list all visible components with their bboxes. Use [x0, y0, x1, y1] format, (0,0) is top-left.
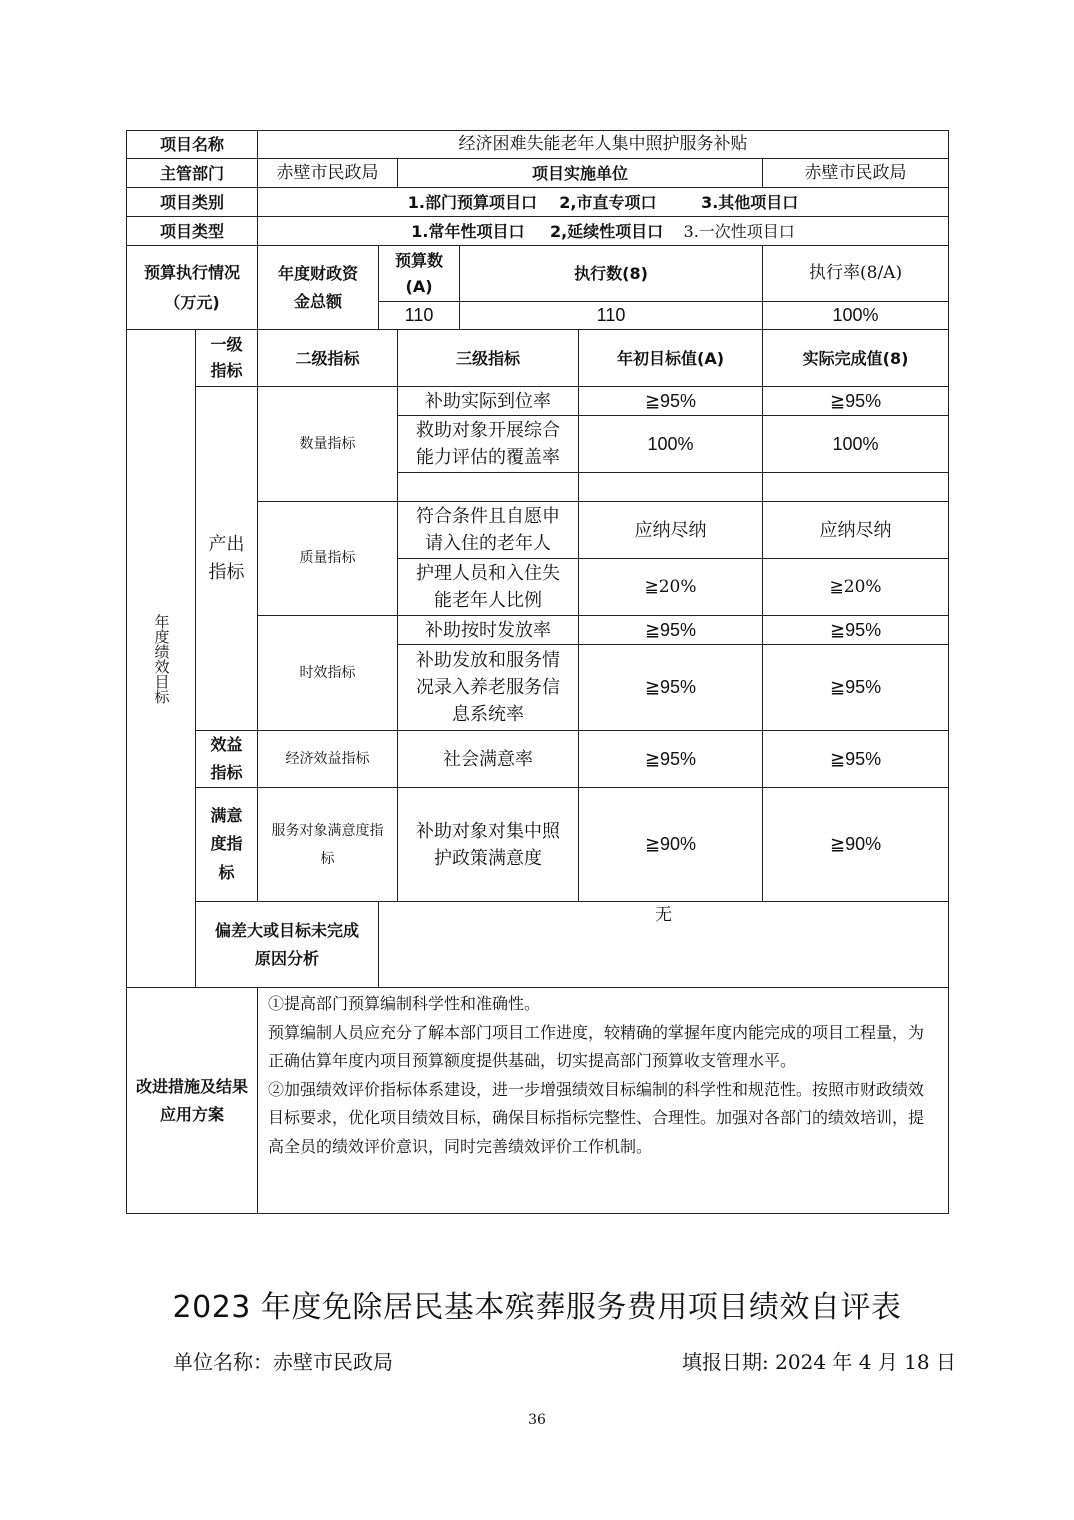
type-opt-1: 1.常年性项目口: [411, 221, 525, 241]
annual-funds-label: 年度财政资金总额: [258, 246, 379, 330]
benefit-indicator-label: 效益指标: [196, 731, 258, 788]
page-number: 36: [528, 1412, 546, 1428]
unit-name: 单位名称：赤壁市民政局: [173, 1350, 393, 1374]
project-name-label: 项目名称: [127, 131, 258, 159]
dept-value: 赤壁市民政局: [258, 159, 398, 188]
indicator-r4-name: 护理人员和入住失能老年人比例: [398, 559, 579, 616]
economic-indicator-label: 经济效益指标: [258, 731, 398, 788]
level1-header: 一级指标: [196, 330, 258, 387]
improvement-p1: ①提高部门预算编制科学性和准确性。: [268, 994, 541, 1013]
budget-value: 110: [379, 302, 460, 330]
quantity-indicator-label: 数量指标: [258, 387, 398, 502]
indicator-r2-actual: 100%: [763, 416, 949, 473]
indicator-r5-actual: ≧95%: [763, 616, 949, 645]
indicator-r7-name: 社会满意率: [398, 731, 579, 788]
indicator-r1-target: ≧95%: [579, 387, 763, 416]
impl-value: 赤壁市民政局: [763, 159, 949, 188]
level2-header: 二级指标: [258, 330, 398, 387]
indicator-r6-name: 补助发放和服务情况录入养老服务信息系统率: [398, 645, 579, 731]
indicator-r2-name: 救助对象开展综合能力评估的覆盖率: [398, 416, 579, 473]
indicator-r1-name: 补助实际到位率: [398, 387, 579, 416]
quality-indicator-label: 质量指标: [258, 502, 398, 616]
project-name-value: 经济困难失能老年人集中照护服务补贴: [258, 131, 949, 159]
exec-value: 110: [460, 302, 763, 330]
exec-col-header: 执行数(8): [460, 246, 763, 302]
service-satisfaction-label: 服务对象满意度指标: [258, 788, 398, 902]
target-header: 年初目标值(A): [579, 330, 763, 387]
indicator-r3-actual: 应纳尽纳: [763, 502, 949, 559]
indicator-r6-target: ≧95%: [579, 645, 763, 731]
budget-col-header: 预算数(A): [379, 246, 460, 302]
indicator-r5-target: ≧95%: [579, 616, 763, 645]
budget-label: 预算执行情况（万元): [127, 246, 258, 330]
rate-col-header: 执行率(8/A): [763, 246, 949, 302]
indicator-r3-name: 符合条件且自愿申请入住的老年人: [398, 502, 579, 559]
indicator-r5-name: 补助按时发放率: [398, 616, 579, 645]
type-label: 项目类型: [127, 217, 258, 246]
output-indicator-label: 产出指标: [196, 387, 258, 731]
type-opt-2: 2,延续性项目口: [549, 221, 664, 241]
rate-value: 100%: [763, 302, 949, 330]
empty-cell: [763, 473, 949, 502]
indicator-r3-target: 应纳尽纳: [579, 502, 763, 559]
indicator-r4-actual: ≧20%: [763, 559, 949, 616]
actual-header: 实际完成值(8): [763, 330, 949, 387]
empty-cell: [579, 473, 763, 502]
level3-header: 三级指标: [398, 330, 579, 387]
indicator-r4-target: ≧20%: [579, 559, 763, 616]
indicator-r2-target: 100%: [579, 416, 763, 473]
improvement-label: 改进措施及结果应用方案: [127, 988, 258, 1214]
deviation-value: 无: [379, 902, 949, 988]
indicator-r8-actual: ≧90%: [763, 788, 949, 902]
empty-cell: [398, 473, 579, 502]
annual-goals-label: 年度绩效目标: [127, 330, 196, 988]
indicator-r1-actual: ≧95%: [763, 387, 949, 416]
satisfaction-indicator-label: 满意度指标: [196, 788, 258, 902]
report-date: 填报日期: 2024 年 4 月 18 日: [682, 1350, 956, 1374]
improvement-p3: ②加强绩效评价指标体系建设，进一步增强绩效目标编制的科学性和规范性。按照市财政绩效目标要求，优化项目绩效目标，确保目标指标完整性、合理性。加强对各部门的绩效培训，提高全员的绩效评价意识，同时完善绩效评价工作机制。: [268, 1079, 925, 1156]
category-label: 项目类别: [127, 188, 258, 217]
dept-label: 主管部门: [127, 159, 258, 188]
type-opt-3: 3.一次性项目口: [683, 221, 795, 241]
type-options: [258, 217, 949, 246]
deviation-label: 偏差大或目标未完成原因分析: [196, 902, 379, 988]
indicator-r7-target: ≧95%: [579, 731, 763, 788]
category-options: 1.部门预算项目口 2,市直专项口 3.其他项目口: [258, 188, 949, 217]
indicator-r8-target: ≧90%: [579, 788, 763, 902]
indicator-r7-actual: ≧95%: [763, 731, 949, 788]
impl-label: 项目实施单位: [398, 159, 763, 188]
improvement-p2: 预算编制人员应充分了解本部门项目工作进度，较精确的掌握年度内能完成的项目工程量，为正确估算年度内项目预算额度提供基础，切实提高部门预算收支管理水平。: [268, 1022, 925, 1070]
improvement-content: [258, 988, 949, 1214]
indicator-r6-actual: ≧95%: [763, 645, 949, 731]
timeliness-indicator-label: 时效指标: [258, 616, 398, 731]
next-table-title: 2023 年度免除居民基本殡葬服务费用项目绩效自评表: [172, 1290, 902, 1325]
performance-table: [126, 130, 949, 1214]
indicator-r8-name: 补助对象对集中照护政策满意度: [398, 788, 579, 902]
